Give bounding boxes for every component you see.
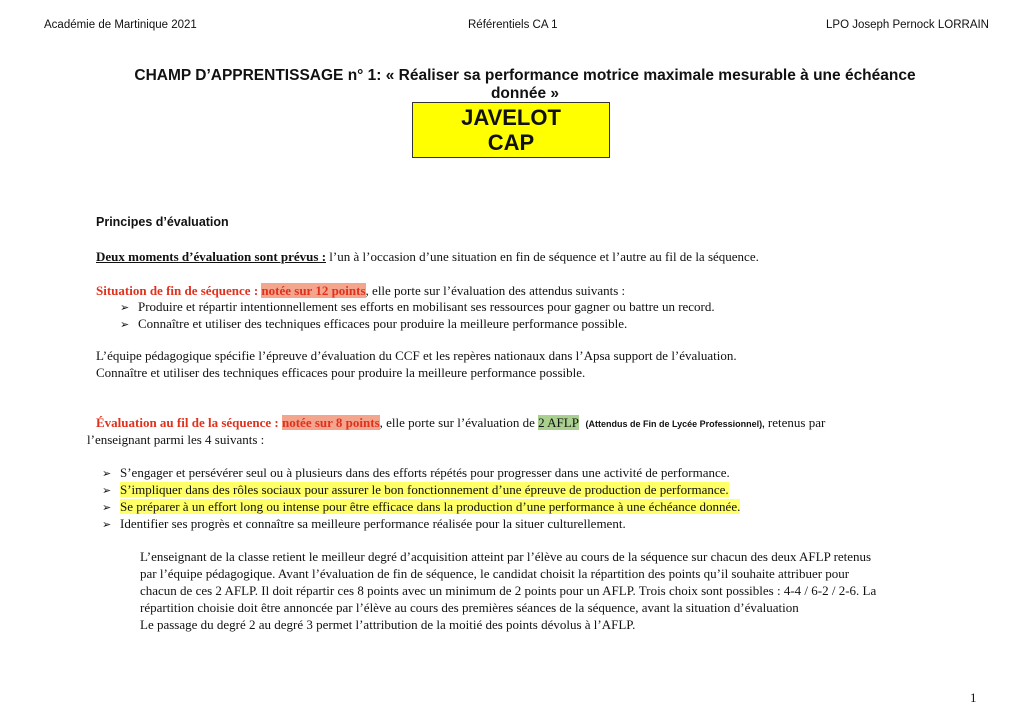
header-right: LPO Joseph Pernock LORRAIN xyxy=(826,19,989,31)
sport-box xyxy=(412,102,610,158)
arrow-bullet-icon: ➢ xyxy=(102,485,112,497)
end-of-sequence-bullet: ➢ Produire et répartir intentionnellement ses efforts en mobilisant ses ressources pour gagner ou battre un record. xyxy=(120,299,715,314)
aflp-count: 2 AFLP xyxy=(538,415,579,430)
continuous-eval-line: Évaluation au fil de la séquence : notée sur 8 points, elle porte sur l’évaluation de 2 AFLP (Attendus de Fin de Lycée Professionnel), retenus par xyxy=(96,415,826,430)
end-of-sequence-bullet: ➢ Connaître et utiliser des techniques efficaces pour produire la meilleure performance possible. xyxy=(120,316,628,331)
arrow-bullet-icon: ➢ xyxy=(102,502,112,514)
continuous-eval-line2: l’enseignant parmi les 4 suivants : xyxy=(87,432,265,447)
paragraph-line: Le passage du degré 2 au degré 3 permet l’attribution de la moitié des points dévolus à l’AFLP. xyxy=(140,617,636,632)
aflp-detail: (Attendus de Fin de Lycée Professionnel), xyxy=(585,419,765,429)
moments-rest: l’un à l’occasion d’une situation en fin de séquence et l’autre au fil de la séquence. xyxy=(326,249,759,264)
end-of-sequence-rest: , elle porte sur l’évaluation des attendus suivants : xyxy=(365,283,626,298)
page-title-line1: CHAMP D’APPRENTISSAGE n° 1: « Réaliser sa performance motrice maximale mesurable à une échéance xyxy=(134,67,916,84)
aflp-list-item: ➢ Identifier ses progrès et connaître sa meilleure performance réalisée pour la situer culturellement. xyxy=(102,516,626,531)
paragraph-line: L’enseignant de la classe retient le meilleur degré d’acquisition atteint par l’élève au cours de la séquence sur chacun des deux AFLP retenus xyxy=(140,549,872,564)
aflp-list-item: ➢ S’engager et persévérer seul ou à plusieurs dans des efforts répétés pour progresser dans une activité de performance. xyxy=(102,465,730,480)
end-of-sequence-label: Situation de fin de séquence : xyxy=(96,283,259,298)
paragraph-line: répartition choisie doit être annoncée par l’élève au cours des premières séances de la séquence, avant la situation d’évaluation xyxy=(140,600,799,615)
moments-underlined: Deux moments d’évaluation sont prévus : xyxy=(96,249,327,264)
arrow-bullet-icon: ➢ xyxy=(120,302,130,314)
continuous-eval-points: notée sur 8 points xyxy=(282,415,380,430)
end-of-sequence-line xyxy=(96,283,625,299)
level-name: CAP xyxy=(487,130,535,155)
team-text-line2: Connaître et utiliser des techniques efficaces pour produire la meilleure performance possible. xyxy=(96,365,586,380)
moments-line xyxy=(96,249,759,265)
header-left: Académie de Martinique 2021 xyxy=(44,19,197,31)
arrow-bullet-icon: ➢ xyxy=(120,319,130,331)
end-of-sequence-points: notée sur 12 points xyxy=(261,283,366,298)
header-center: Référentiels CA 1 xyxy=(468,19,558,31)
continuous-eval-label: Évaluation au fil de la séquence : xyxy=(96,415,279,430)
paragraph-line: chacun de ces 2 AFLP. Il doit répartir ces 8 points avec un minimum de 2 points pour un AFLP. Trois choix sont possibles : 4-4 / 6-2 / 2-6. La xyxy=(140,583,877,598)
aflp-list-item-highlighted: ➢ S’impliquer dans des rôles sociaux pour assurer le bon fonctionnement d’une épreuve de production de performance. xyxy=(102,482,729,497)
page-title-line2: donnée » xyxy=(490,85,560,102)
team-text-line1: L’équipe pédagogique spécifie l’épreuve d’évaluation du CCF et les repères nationaux dans l’Apsa support de l’évaluation. xyxy=(96,348,737,363)
sport-name: JAVELOT xyxy=(461,105,561,130)
paragraph-line: par l’équipe pédagogique. Avant l’évaluation de fin de séquence, le candidat choisit la répartition des points qu’il souhaite attribuer pour xyxy=(140,566,850,581)
aflp-list-item-highlighted: ➢ Se préparer à un effort long ou intense pour être efficace dans la production d’une performance à une échéance donnée. xyxy=(102,499,741,514)
principles-heading: Principes d’évaluation xyxy=(96,215,229,229)
arrow-bullet-icon: ➢ xyxy=(102,468,112,480)
page-number: 1 xyxy=(970,690,977,705)
arrow-bullet-icon: ➢ xyxy=(102,519,112,531)
